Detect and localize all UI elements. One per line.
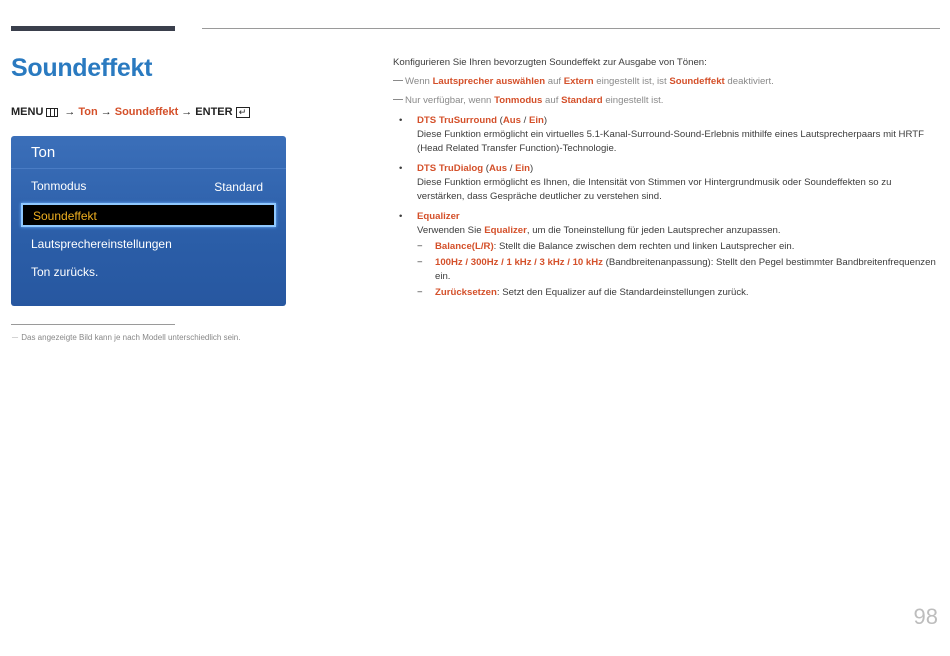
menu-step-soundeffekt: Soundeffekt	[114, 106, 179, 118]
bullet-heading: • Equalizer	[417, 211, 460, 222]
page-title: Soundeffekt	[11, 54, 153, 82]
enter-icon: ↵	[236, 107, 250, 118]
list-item	[393, 210, 938, 300]
bullet-description: Verwenden Sie Equalizer, um die Toneinstellung für jeden Lautsprecher anzupassen.	[417, 225, 781, 236]
menu-grid-icon	[46, 108, 58, 117]
menu-step-ton: Ton	[78, 106, 98, 118]
note-2: Nur verfügbar, wenn Tonmodus auf Standard eingestellt ist.	[393, 94, 938, 108]
bullet-heading: • DTS TruSurround (Aus / Ein)	[417, 115, 548, 126]
bullet-heading: • DTS TruDialog (Aus / Ein)	[417, 163, 534, 174]
osd-item-soundeffekt-label: Soundeffekt	[33, 209, 97, 223]
option-list	[393, 114, 938, 300]
note-dash-icon	[393, 99, 403, 100]
osd-item-lautsprechereinstellungen[interactable]: Lautsprechereinstellungen	[31, 237, 172, 251]
footnote-rule	[11, 324, 175, 325]
osd-item-soundeffekt-selected[interactable]	[21, 203, 276, 227]
header-rule	[202, 28, 940, 29]
bullet-description: Diese Funktion ermöglicht es Ihnen, die Intensität von Stimmen vor Hintergrundmusik oder Soundeffekten so zu verstärken, dass Gespräche deutlicher zu verstehen sind.	[417, 177, 892, 202]
content-column	[393, 56, 938, 306]
list-item	[393, 162, 938, 204]
arrow-icon: →	[181, 106, 193, 118]
equalizer-sub-list	[417, 240, 938, 300]
footnote: － Das angezeigte Bild kann je nach Modell unterschiedlich sein.	[11, 333, 241, 342]
arrow-icon: →	[64, 106, 76, 118]
osd-title: Ton	[31, 144, 56, 161]
osd-menu-panel	[11, 136, 286, 306]
menu-path	[11, 106, 250, 118]
enter-label: ENTER	[195, 106, 233, 118]
osd-item-tonmodus[interactable]: Tonmodus	[31, 179, 87, 193]
header-accent-bar	[11, 26, 175, 31]
bullet-description: Diese Funktion ermöglicht ein virtuelles 5.1-Kanal-Surround-Sound-Erlebnis mithilfe eines Lautsprecherpaars mit HRTF (Head Related Transfer Function)-Technologie.	[417, 129, 924, 154]
note-1: Wenn Lautsprecher auswählen auf Extern eingestellt ist, ist Soundeffekt deaktiviert.	[393, 75, 938, 89]
sub-list-item: − 100Hz / 300Hz / 1 kHz / 3 kHz / 10 kHz (Bandbreitenanpassung): Stellt den Pegel bestimmter Bandbreitenfrequenzen ein.	[417, 256, 938, 284]
list-item	[393, 114, 938, 156]
arrow-icon: →	[100, 106, 112, 118]
page-number: 98	[913, 604, 938, 629]
osd-item-tonmodus-value: Standard	[214, 180, 263, 194]
osd-item-ton-zuruecks[interactable]: Ton zurücks.	[31, 265, 99, 279]
sub-list-item: − Balance(L/R): Stellt die Balance zwischen dem rechten und linken Lautsprecher ein.	[417, 240, 938, 254]
sub-list-item: − Zurücksetzen: Setzt den Equalizer auf die Standardeinstellungen zurück.	[417, 286, 938, 300]
menu-label: MENU	[11, 106, 44, 118]
osd-divider	[11, 168, 286, 169]
note-dash-icon	[393, 80, 403, 81]
intro-text: Konfigurieren Sie Ihren bevorzugten Soundeffekt zur Ausgabe von Tönen:	[393, 57, 707, 68]
